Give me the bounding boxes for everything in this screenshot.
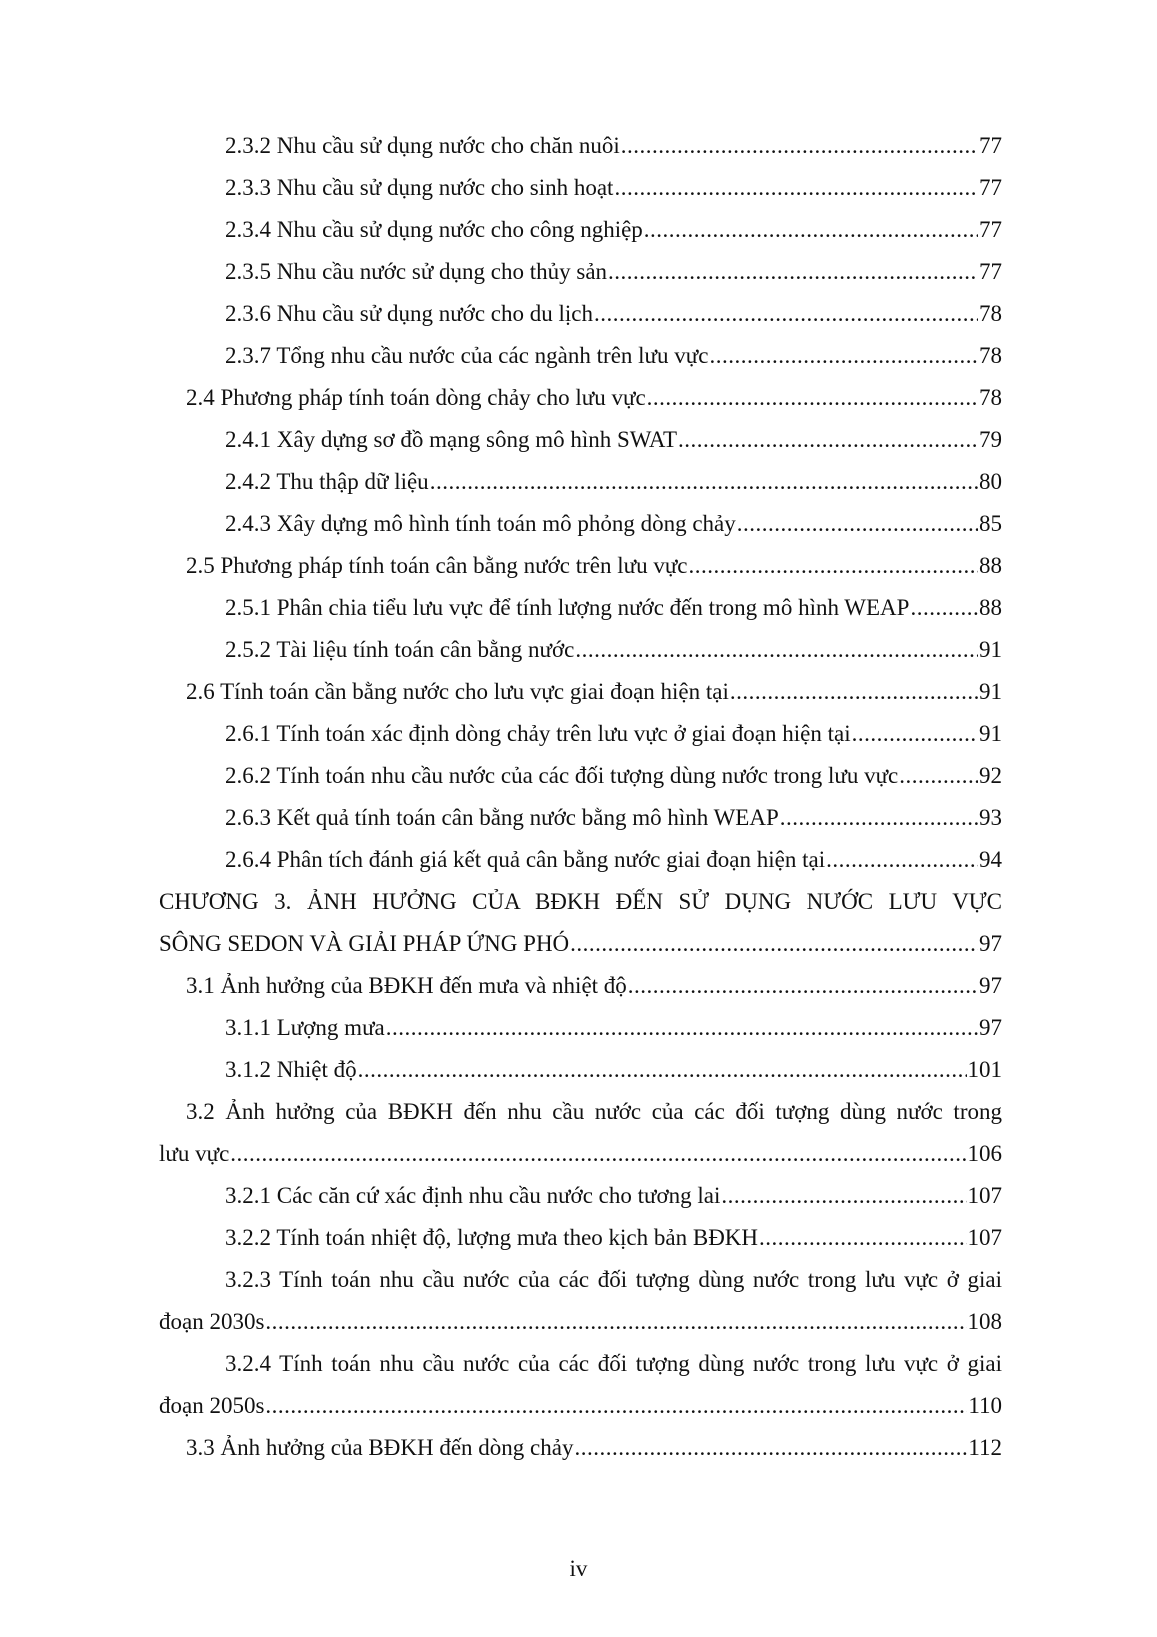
leader-dots: [899, 761, 978, 791]
toc-entry-page: 97: [979, 1015, 1002, 1040]
toc-entry-title: 3.1 Ảnh hưởng của BĐKH đến mưa và nhiệt độ: [186, 973, 627, 998]
toc-entry[interactable]: [159, 929, 1002, 959]
toc-entry-page: 77: [979, 259, 1002, 284]
toc-entry[interactable]: [225, 1223, 1002, 1253]
toc-entry-title: 2.6.2 Tính toán nhu cầu nước của các đối tượng dùng nước trong lưu vực: [225, 763, 899, 788]
leader-dots: [265, 1391, 967, 1421]
leader-dots: [737, 509, 978, 539]
leader-dots: [358, 1055, 967, 1085]
leader-dots: [689, 551, 978, 581]
toc-entry-title: 3.2.1 Các căn cứ xác định nhu cầu nước cho tương lai: [225, 1183, 721, 1208]
toc-entry[interactable]: [225, 425, 1002, 455]
toc-entry[interactable]: [186, 971, 1002, 1001]
leader-dots: [594, 299, 978, 329]
toc-entry-page: 112: [968, 1435, 1002, 1460]
toc-entry-title: 3.3 Ảnh hưởng của BĐKH đến dòng chảy: [186, 1435, 574, 1460]
toc-entry[interactable]: [225, 467, 1002, 497]
toc-entry-page: 80: [979, 469, 1002, 494]
leader-dots: [614, 173, 978, 203]
toc-entry[interactable]: [225, 593, 1002, 623]
toc-entry-page: 78: [979, 343, 1002, 368]
toc-entry[interactable]: [186, 677, 1002, 707]
toc-entry-page: 97: [979, 931, 1002, 956]
leader-dots: [621, 131, 978, 161]
toc-entry[interactable]: [225, 299, 1002, 329]
toc-entry-title: 2.3.3 Nhu cầu sử dụng nước cho sinh hoạt: [225, 175, 614, 200]
toc-entry-title: 2.3.2 Nhu cầu sử dụng nước cho chăn nuôi: [225, 133, 620, 158]
toc-entry[interactable]: [225, 173, 1002, 203]
toc-entry-page: 106: [967, 1141, 1002, 1166]
toc-entry-title: 2.3.6 Nhu cầu sử dụng nước cho du lịch: [225, 301, 593, 326]
toc-entry[interactable]: [225, 803, 1002, 833]
toc-entry-title: 2.3.7 Tổng nhu cầu nước của các ngành trên lưu vực: [225, 343, 709, 368]
toc-chapter-heading[interactable]: CHƯƠNG 3. ẢNH HƯỞNG CỦA BĐKH ĐẾN SỬ DỤNG NƯỚC LƯU VỰC: [159, 889, 1002, 914]
toc-entry-title: 2.4.2 Thu thập dữ liệu: [225, 469, 429, 494]
toc-entry-page: 108: [967, 1309, 1002, 1334]
toc-entry-title: 2.5.2 Tài liệu tính toán cân bằng nước: [225, 637, 575, 662]
toc-entry[interactable]: [225, 1181, 1002, 1211]
toc-entry-page: 97: [979, 973, 1002, 998]
toc-entry-page: 92: [979, 763, 1002, 788]
toc-entry-page: 78: [979, 385, 1002, 410]
toc-entry-page: 94: [979, 847, 1002, 872]
leader-dots: [647, 383, 978, 413]
toc-entry-page: 107: [967, 1225, 1002, 1250]
toc-entry[interactable]: [225, 845, 1002, 875]
toc-entry[interactable]: [159, 1391, 1002, 1421]
toc-entry-title: 2.4 Phương pháp tính toán dòng chảy cho lưu vực: [186, 385, 646, 410]
toc-entry[interactable]: [225, 215, 1002, 245]
toc-entry-title: đoạn 2030s: [159, 1309, 265, 1334]
toc-entry[interactable]: [186, 383, 1002, 413]
toc-entry-title: 2.6.1 Tính toán xác định dòng chảy trên lưu vực ở giai đoạn hiện tại: [225, 721, 851, 746]
toc-entry[interactable]: [225, 719, 1002, 749]
toc-entry[interactable]: [225, 1055, 1002, 1085]
toc-entry-page: 78: [979, 301, 1002, 326]
leader-dots: [644, 215, 978, 245]
toc-entry[interactable]: [225, 761, 1002, 791]
toc-entry-title: 2.5 Phương pháp tính toán cân bằng nước trên lưu vực: [186, 553, 688, 578]
toc-entry-page: 85: [979, 511, 1002, 536]
leader-dots: [430, 467, 978, 497]
toc-entry-title: 3.1.2 Nhiệt độ: [225, 1057, 357, 1082]
toc-entry[interactable]: [225, 1013, 1002, 1043]
leader-dots: [709, 341, 978, 371]
toc-entry[interactable]: [225, 509, 1002, 539]
leader-dots: [575, 635, 978, 665]
leader-dots: [721, 1181, 966, 1211]
toc-entry[interactable]: [159, 1139, 1002, 1169]
toc-entry-page: 107: [967, 1183, 1002, 1208]
toc-entry[interactable]: [225, 257, 1002, 287]
page-number: iv: [569, 1556, 588, 1581]
leader-dots: [608, 257, 978, 287]
toc-entry-wrapped-first-line[interactable]: 3.2 Ảnh hưởng của BĐKH đến nhu cầu nước của các đối tượng dùng nước trong: [186, 1099, 1002, 1124]
toc-entry-page: 91: [979, 721, 1002, 746]
leader-dots: [730, 677, 978, 707]
toc-entry-page: 93: [979, 805, 1002, 830]
toc-entry-title: 3.2.2 Tính toán nhiệt độ, lượng mưa theo kịch bản BĐKH: [225, 1225, 759, 1250]
toc-entry-title: 2.4.3 Xây dựng mô hình tính toán mô phỏng dòng chảy: [225, 511, 736, 536]
toc-entry-title: 2.5.1 Phân chia tiểu lưu vực để tính lượng nước đến trong mô hình WEAP: [225, 595, 910, 620]
toc-entry-title: đoạn 2050s: [159, 1393, 265, 1418]
toc-entry-page: 77: [979, 175, 1002, 200]
leader-dots: [780, 803, 978, 833]
toc-entry-page: 88: [979, 553, 1002, 578]
leader-dots: [230, 1139, 966, 1169]
toc-entry[interactable]: [186, 551, 1002, 581]
toc-entry-page: 101: [967, 1057, 1002, 1082]
toc-entry-title: 2.3.5 Nhu cầu nước sử dụng cho thủy sản: [225, 259, 608, 284]
toc-entry-title: 2.6.4 Phân tích đánh giá kết quả cân bằng nước giai đoạn hiện tại: [225, 847, 826, 872]
toc-entry-page: 77: [979, 217, 1002, 242]
toc-entry[interactable]: [186, 1433, 1002, 1463]
toc-entry-title: 2.6 Tính toán cần bằng nước cho lưu vực giai đoạn hiện tại: [186, 679, 729, 704]
toc-entry-title: 2.4.1 Xây dựng sơ đồ mạng sông mô hình SWAT: [225, 427, 678, 452]
toc-entry-page: 91: [979, 679, 1002, 704]
toc-entry-wrapped-first-line[interactable]: 3.2.3 Tính toán nhu cầu nước của các đối tượng dùng nước trong lưu vực ở giai: [225, 1267, 1002, 1292]
toc-entry-page: 88: [979, 595, 1002, 620]
toc-entry-page: 91: [979, 637, 1002, 662]
leader-dots: [678, 425, 978, 455]
leader-dots: [826, 845, 978, 875]
leader-dots: [386, 1013, 978, 1043]
toc-entry-page: 77: [979, 133, 1002, 158]
leader-dots: [570, 929, 978, 959]
toc-entry[interactable]: [225, 635, 1002, 665]
leader-dots: [628, 971, 978, 1001]
toc-entry-title: SÔNG SEDON VÀ GIẢI PHÁP ỨNG PHÓ: [159, 931, 570, 956]
leader-dots: [759, 1223, 966, 1253]
leader-dots: [265, 1307, 966, 1337]
toc-entry[interactable]: [225, 341, 1002, 371]
toc-entry-title: 3.1.1 Lượng mưa: [225, 1015, 385, 1040]
leader-dots: [852, 719, 978, 749]
leader-dots: [574, 1433, 967, 1463]
leader-dots: [910, 593, 978, 623]
toc-entry-wrapped-first-line[interactable]: 3.2.4 Tính toán nhu cầu nước của các đối tượng dùng nước trong lưu vực ở giai: [225, 1351, 1002, 1376]
toc-entry-title: lưu vực: [159, 1141, 230, 1166]
toc-entry[interactable]: [159, 1307, 1002, 1337]
toc-entry-title: 2.3.4 Nhu cầu sử dụng nước cho công nghiệp: [225, 217, 643, 242]
toc-entry-title: 2.6.3 Kết quả tính toán cân bằng nước bằng mô hình WEAP: [225, 805, 779, 830]
toc-entry[interactable]: [225, 131, 1002, 161]
toc-entry-page: 110: [968, 1393, 1002, 1418]
toc-entry-page: 79: [979, 427, 1002, 452]
